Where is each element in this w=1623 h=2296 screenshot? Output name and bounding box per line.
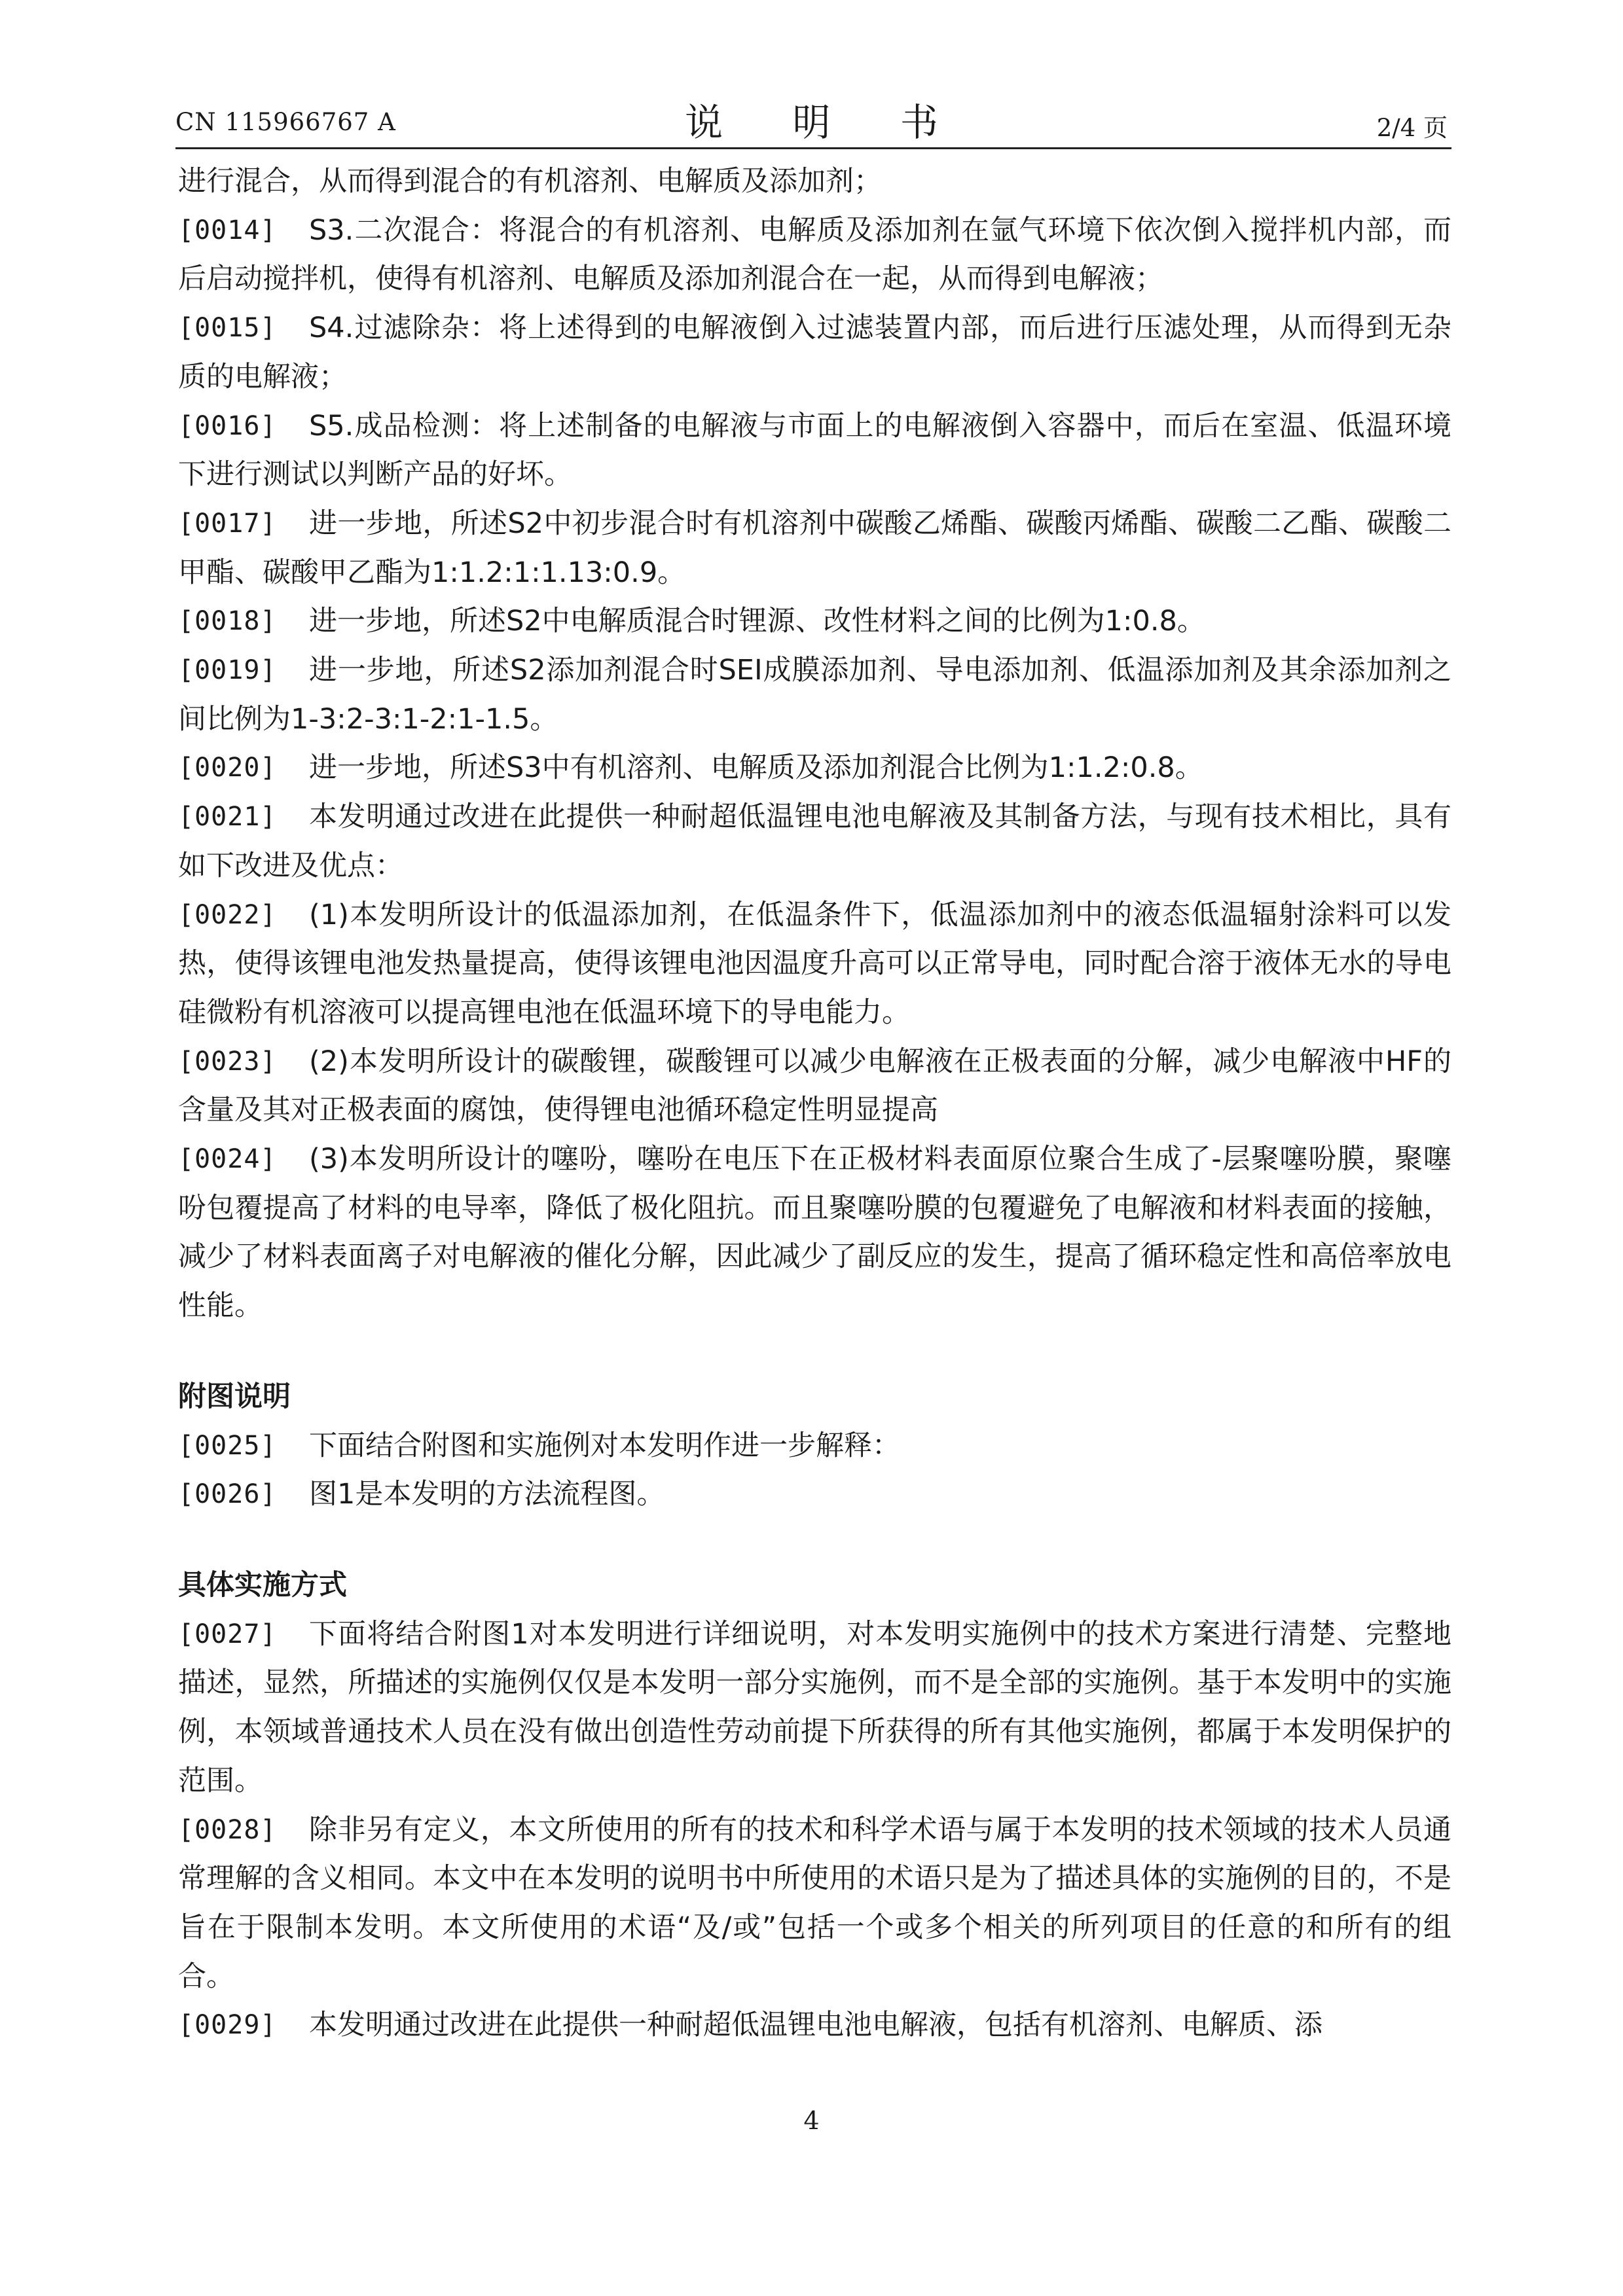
- paragraph-number: [0020]: [178, 753, 277, 783]
- paragraph-number: [0028]: [178, 1814, 277, 1845]
- paragraph-number: [0019]: [178, 655, 277, 686]
- paragraph-text: 进一步地，所述S2中初步混合时有机溶剂中碳酸乙烯酯、碳酸丙烯酯、碳酸二乙酯、碳酸二甲酯、碳酸甲乙酯为1:1.2:1:1.13:0.9。: [178, 507, 1451, 589]
- numbered-paragraph: [178, 206, 1451, 304]
- paragraph-text: 进一步地，所述S2添加剂混合时SEI成膜添加剂、导电添加剂、低温添加剂及其余添加剂之间比例为1-3:2-3:1-2:1-1.5。: [178, 654, 1451, 736]
- paragraph-number: [0015]: [178, 313, 277, 344]
- paragraph-text: 除非另有定义，本文所使用的所有的技术和科学术语与属于本发明的技术领域的技术人员通常理解的含义相同。本文中在本发明的说明书中所使用的术语只是为了描述具体的实施例的目的，不是旨在于限制本发明。本文所使用的术语“及/或”包括一个或多个相关的所列项目的任意的和所有的组合。: [178, 1813, 1451, 1993]
- paragraph-text: 进一步地，所述S3中有机溶剂、电解质及添加剂混合比例为1:1.2:0.8。: [309, 751, 1203, 785]
- paragraph-text: 本发明通过改进在此提供一种耐超低温锂电池电解液，包括有机溶剂、电解质、添: [309, 2009, 1322, 2042]
- continuation-paragraph: 进行混合，从而得到混合的有机溶剂、电解质及添加剂；: [178, 165, 882, 198]
- paragraph-text: (3)本发明所设计的噻吩，噻吩在电压下在正极材料表面原位聚合生成了-层聚噻吩膜，聚噻吩包覆提高了材料的电导率，降低了极化阻抗。而且聚噻吩膜的包覆避免了电解液和材料表面的接触，减少了材料表面离子对电解液的催化分解，因此减少了副反应的发生，提高了循环稳定性和高倍率放电性能。: [178, 1143, 1451, 1323]
- document-title: 说 明 书: [685, 100, 967, 145]
- publication-number: CN 115966767 A: [175, 108, 396, 136]
- numbered-paragraph: [178, 304, 1451, 401]
- numbered-paragraph: [178, 891, 1451, 1037]
- section-heading-embodiments: 具体实施方式: [178, 1568, 347, 1602]
- page-number: 4: [803, 2106, 820, 2135]
- numbered-paragraph: [178, 1610, 1451, 1806]
- numbered-paragraph: [178, 646, 1451, 744]
- paragraph-number: [0021]: [178, 802, 277, 833]
- paragraph-text: 下面结合附图和实施例对本发明作进一步解释：: [309, 1429, 900, 1462]
- numbered-paragraph: [178, 1806, 1451, 2001]
- paragraph-text: 下面将结合附图1对本发明进行详细说明，对本发明实施例中的技术方案进行清楚、完整地描述，显然，所描述的实施例仅仅是本发明一部分实施例，而不是全部的实施例。基于本发明中的实施例，本领域普通技术人员在没有做出创造性劳动前提下所获得的所有其他实施例，都属于本发明保护的范围。: [178, 1617, 1451, 1797]
- paragraph-group-figures: [178, 1422, 1451, 1519]
- numbered-paragraph: [178, 1470, 1451, 1519]
- paragraph-number: [0023]: [178, 1046, 277, 1077]
- paragraph-number: [0025]: [178, 1430, 277, 1461]
- paragraph-text: (1)本发明所设计的低温添加剂，在低温条件下，低温添加剂中的液态低温辐射涂料可以发热，使得该锂电池发热量提高，使得该锂电池因温度升高可以正常导电，同时配合溶于液体无水的导电硅微粉有机溶液可以提高锂电池在低温环境下的导电能力。: [178, 898, 1451, 1029]
- paragraph-text: 进一步地，所述S2中电解质混合时锂源、改性材料之间的比例为1:0.8。: [309, 605, 1205, 638]
- paragraph-number: [0022]: [178, 899, 277, 930]
- paragraph-number: [0026]: [178, 1479, 277, 1510]
- paragraph-text: 图1是本发明的方法流程图。: [309, 1478, 665, 1511]
- document-body: [178, 157, 1451, 2050]
- numbered-paragraph: [178, 499, 1451, 597]
- paragraph-number: [0016]: [178, 410, 277, 441]
- numbered-paragraph: [178, 1422, 1451, 1471]
- paragraph-number: [0017]: [178, 508, 277, 539]
- paragraph-text: S5.成品检测：将上述制备的电解液与市面上的电解液倒入容器中，而后在室温、低温环境下进行测试以判断产品的好坏。: [178, 409, 1451, 492]
- section-heading-figures: 附图说明: [178, 1380, 291, 1413]
- paragraph-text: 本发明通过改进在此提供一种耐超低温锂电池电解液及其制备方法，与现有技术相比，具有如下改进及优点：: [178, 800, 1451, 882]
- paragraph-number: [0024]: [178, 1144, 277, 1175]
- paragraph-group-steps: [178, 206, 1451, 1331]
- numbered-paragraph: [178, 1135, 1451, 1331]
- numbered-paragraph: [178, 2001, 1451, 2050]
- paragraph-text: S4.过滤除杂：将上述得到的电解液倒入过滤装置内部，而后进行压滤处理，从而得到无杂质的电解液；: [178, 312, 1451, 393]
- paragraph-text: S3.二次混合：将混合的有机溶剂、电解质及添加剂在氩气环境下依次倒入搅拌机内部，而后启动搅拌机，使得有机溶剂、电解质及添加剂混合在一起，从而得到电解液；: [178, 213, 1451, 296]
- page-indicator: 2/4 页: [1376, 114, 1448, 142]
- paragraph-number: [0029]: [178, 2010, 277, 2041]
- paragraph-number: [0018]: [178, 606, 277, 637]
- page-header: [0, 0, 1623, 151]
- numbered-paragraph: [178, 793, 1451, 890]
- numbered-paragraph: [178, 597, 1451, 646]
- paragraph-text: (2)本发明所设计的碳酸锂，碳酸锂可以减少电解液在正极表面的分解，减少电解液中HF的含量及其对正极表面的腐蚀，使得锂电池循环稳定性明显提高: [178, 1045, 1451, 1127]
- header-divider: [175, 147, 1451, 149]
- paragraph-number: [0014]: [178, 215, 277, 245]
- paragraph-number: [0027]: [178, 1619, 277, 1649]
- numbered-paragraph: [178, 1037, 1451, 1135]
- paragraph-group-embodiments: [178, 1610, 1451, 2050]
- numbered-paragraph: [178, 744, 1451, 793]
- numbered-paragraph: [178, 402, 1451, 499]
